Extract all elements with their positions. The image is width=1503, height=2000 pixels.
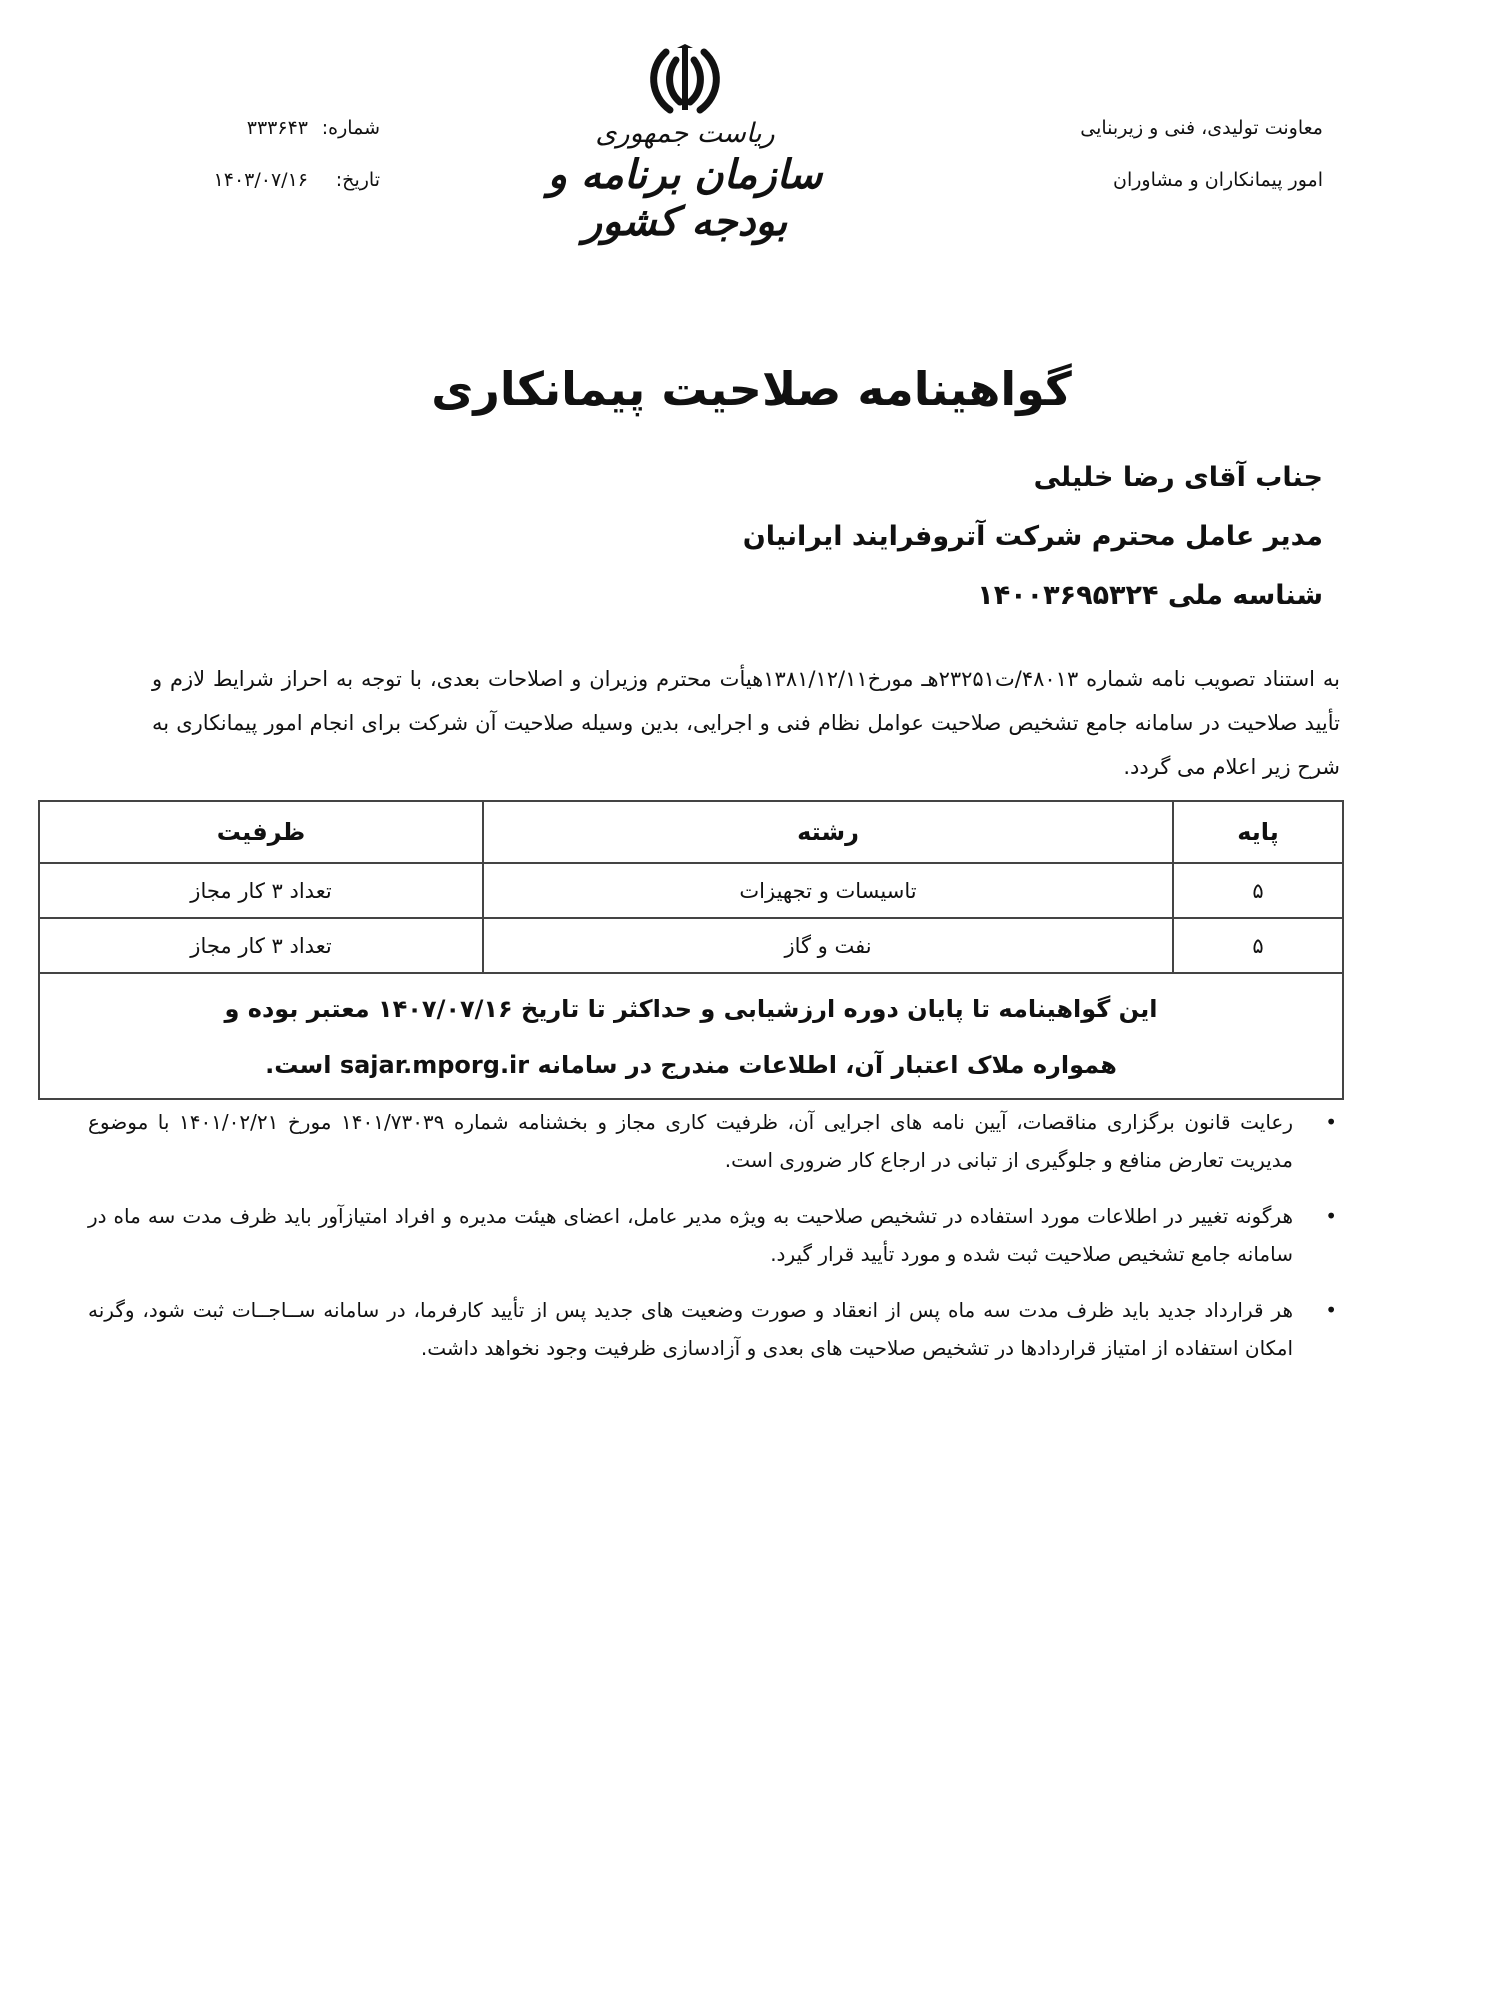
addressee-role: مدیر عامل محترم شرکت آتروفرایند ایرانیان (742, 521, 1323, 552)
letter-number-value: ۳۳۳۶۴۳ (246, 117, 308, 139)
grade-cell: ۵ (1173, 918, 1343, 973)
validity-note-line-1: این گواهینامه تا پایان دوره ارزشیابی و حداکثر تا تاریخ ۱۴۰۷/۰۷/۱۶ معتبر بوده و (224, 995, 1158, 1023)
grade-header: پایه (1173, 801, 1343, 863)
department-line-2: امور پیمانکاران و مشاوران (1112, 169, 1323, 191)
conditions-list (88, 1103, 1343, 1385)
presidency-label: ریاست جمهوری (595, 118, 775, 149)
department-block (1080, 102, 1323, 206)
table-row (39, 863, 1343, 918)
letterhead-emblem (505, 44, 865, 254)
certificate-title: گواهینامه صلاحیت پیمانکاری (431, 362, 1072, 416)
table-row (39, 918, 1343, 973)
organization-name: سازمان برنامه و بودجه کشور (547, 151, 823, 245)
letter-number-row (150, 102, 380, 154)
letter-meta (150, 102, 380, 206)
validity-note-cell (39, 973, 1343, 1099)
capacity-cell: تعداد ۳ کار مجاز (39, 863, 483, 918)
iran-emblem-icon (644, 44, 726, 116)
grade-cell: ۵ (1173, 863, 1343, 918)
capacity-cell: تعداد ۳ کار مجاز (39, 918, 483, 973)
letter-date-value: ۱۴۰۳/۰۷/۱۶ (213, 169, 308, 191)
addressee-name: جناب آقای رضا خلیلی (1033, 462, 1323, 493)
letter-date-label: تاریخ: (335, 169, 380, 191)
validity-note-line-2: همواره ملاک اعتبار آن، اطلاعات مندرج در سامانه sajar.mporg.ir است. (265, 1051, 1117, 1079)
qualification-table (38, 800, 1344, 1100)
national-id: شناسه ملی ۱۴۰۰۳۶۹۵۳۲۴ (977, 580, 1323, 611)
field-cell: نفت و گاز (483, 918, 1173, 973)
letter-number-label: شماره: (321, 117, 380, 139)
list-item: • رعایت قانون برگزاری مناقصات، آیین نامه های اجرایی آن، ظرفیت کاری مجاز و بخشنامه شماره ۱۴۰۱/۷۳۰۳۹ مورخ ۱۴۰۱/۰۲/۲۱ با موضوع مدیریت تعارض منافع و جلوگیری از تبانی در ارجاع کار ضروری است. (88, 1103, 1343, 1179)
list-item: • هرگونه تغییر در اطلاعات مورد استفاده در تشخیص صلاحیت به ویژه مدیر عامل، اعضای هیئت مدیره و افراد امتیازآور باید ظرف مدت سه ماه در سامانه جامع تشخیص صلاحیت ثبت شده و مورد تأیید قرار گیرد. (88, 1197, 1343, 1273)
field-cell: تاسیسات و تجهیزات (483, 863, 1173, 918)
department-line-1: معاونت تولیدی، فنی و زیربنایی (1080, 117, 1323, 139)
table-header-row (39, 801, 1343, 863)
addressee-block (743, 448, 1323, 625)
letter-date-row (150, 154, 380, 206)
capacity-header: ظرفیت (39, 801, 483, 863)
validity-note-row (39, 973, 1343, 1099)
list-item: • هر قرارداد جدید باید ظرف مدت سه ماه پس از انعقاد و صورت وضعیت های جدید پس از تأیید کارفرما، در سامانه ســاجــات ثبت شود، وگرنه امکان استفاده از امتیاز قراردادها در تشخیص صلاحیت های بعدی و آزادسازی ظرفیت وجود نخواهد داشت. (88, 1291, 1343, 1367)
certificate-paragraph: به استناد تصویب نامه شماره ۴۸۰۱۳/ت۲۳۲۵۱هـ مورخ۱۳۸۱/۱۲/۱۱هیأت محترم وزیران و اصلاحات بعدی، با توجه به احراز شرایط لازم و تأیید صلاحیت در سامانه جامع تشخیص صلاحیت عوامل نظام فنی و اجرایی، بدین وسیله صلاحیت آن شرکت برای انجام امور پیمانکاری به شرح زیر اعلام می گردد. (152, 667, 1340, 779)
field-header: رشته (483, 801, 1173, 863)
